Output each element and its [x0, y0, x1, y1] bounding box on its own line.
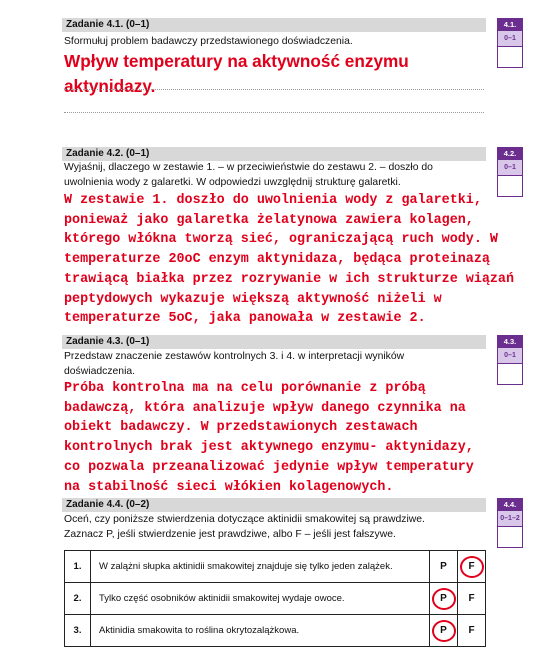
answer-line: Wpływ temperatury na aktywność enzymu	[64, 51, 409, 71]
answer-f-label: F	[468, 625, 475, 636]
task-4-3-header: Zadanie 4.3. (0–1)	[62, 335, 486, 349]
score-box-points: 0–1	[498, 348, 522, 364]
score-box-number: 4.2.	[498, 148, 522, 160]
answer-p-cell[interactable]	[430, 551, 458, 583]
answer-line: temperaturze 20oC enzym aktynidaza, będąca proteinazą	[64, 252, 490, 268]
score-box-points: 0–1–2	[498, 511, 522, 527]
statement-text: W zalążni słupka aktinidii smakowitej znajduje się tylko jeden zalążek.	[91, 551, 430, 583]
answer-f-label: F	[468, 561, 475, 572]
statement-number: 1.	[65, 551, 91, 583]
table-row	[65, 551, 486, 583]
answer-line: trawiącą białka przez rozrywanie w ich strukturze wiązań	[64, 271, 514, 287]
answer-f-cell[interactable]	[458, 551, 486, 583]
score-box-number: 4.3.	[498, 336, 522, 348]
answer-f-cell[interactable]	[458, 615, 486, 647]
task-4-2-instruction	[64, 160, 484, 190]
answer-p-cell[interactable]	[430, 615, 458, 647]
answer-line-dotted	[64, 112, 484, 113]
answer-p-label: P	[440, 561, 447, 572]
answer-p-cell[interactable]	[430, 583, 458, 615]
answer-line: którego włókna tworzą sieć, ograniczającą ruch wody. W	[64, 232, 498, 248]
task-4-1-answer	[64, 49, 409, 99]
statement-number: 3.	[65, 615, 91, 647]
answer-line: na stabilność sieci włókien kolagenowych.	[64, 479, 394, 495]
task-4-3-answer	[64, 379, 474, 497]
score-box-points: 0–1	[498, 31, 522, 47]
statement-text: Aktinidia smakowita to roślina okrytozalążkowa.	[91, 615, 430, 647]
answer-line: ponieważ jako galaretka żelatynowa zawiera kolagen,	[64, 212, 474, 228]
task-4-4-instruction	[64, 512, 484, 542]
score-box-points: 0–1	[498, 160, 522, 176]
score-box-4-4	[497, 498, 523, 548]
score-box-field	[498, 364, 522, 384]
score-box-4-1	[497, 18, 523, 68]
statement-text: Tylko część osobników aktinidii smakowitej wydaje owoce.	[91, 583, 430, 615]
statement-number: 2.	[65, 583, 91, 615]
score-box-number: 4.1.	[498, 19, 522, 31]
selection-circle	[460, 556, 484, 578]
task-4-2-answer	[64, 191, 514, 329]
instruction-line: uwolnienia wody z galaretki. W odpowiedzi uwzględnij strukturę galaretki.	[64, 177, 401, 188]
task-4-2-header: Zadanie 4.2. (0–1)	[62, 147, 486, 161]
task-4-4-header: Zadanie 4.4. (0–2)	[62, 498, 486, 512]
answer-line: co pozwala przeanalizować jedynie wpływ temperatury	[64, 459, 474, 475]
score-box-number: 4.4.	[498, 499, 522, 511]
true-false-table	[64, 550, 486, 647]
task-4-1-instruction: Sformułuj problem badawczy przedstawionego doświadczenia.	[64, 36, 353, 47]
answer-line: W zestawie 1. doszło do uwolnienia wody z galaretki,	[64, 193, 482, 208]
selection-circle	[432, 588, 456, 610]
answer-line: aktynidazy.	[64, 76, 156, 96]
answer-p-label: P	[440, 625, 447, 636]
answer-line: peptydowych wykazuje większą aktywność niżeli w	[64, 291, 442, 307]
answer-line: obiekt badawczy. W przedstawionych zestawach	[64, 420, 418, 436]
score-box-field	[498, 47, 522, 67]
answer-f-label: F	[468, 593, 475, 604]
answer-p-label: P	[440, 593, 447, 604]
task-4-3-instruction	[64, 349, 484, 379]
instruction-line: Przedstaw znaczenie zestawów kontrolnych 3. i 4. w interpretacji wyników	[64, 351, 405, 362]
table-row	[65, 615, 486, 647]
selection-circle	[432, 620, 456, 642]
instruction-line: Wyjaśnij, dlaczego w zestawie 1. – w przeciwieństwie do zestawu 2. – doszło do	[64, 162, 433, 173]
answer-line: Próba kontrolna ma na celu porównanie z próbą	[64, 381, 426, 396]
answer-f-cell[interactable]	[458, 583, 486, 615]
answer-line-dotted	[64, 89, 484, 90]
score-box-4-2	[497, 147, 523, 197]
instruction-line: doświadczenia.	[64, 366, 136, 377]
table-row	[65, 583, 486, 615]
instruction-line: Zaznacz P, jeśli stwierdzenie jest prawdziwe, albo F – jeśli jest fałszywe.	[64, 529, 396, 540]
score-box-field	[498, 176, 522, 196]
answer-line: kontrolnych brak jest aktywnego enzymu- aktynidazy,	[64, 440, 474, 456]
instruction-line: Oceń, czy poniższe stwierdzenia dotyczące aktinidii smakowitej są prawdziwe.	[64, 514, 425, 525]
answer-line: temperaturze 5oC, jaka panowała w zestawie 2.	[64, 311, 426, 327]
score-box-field	[498, 527, 522, 547]
task-4-1-header: Zadanie 4.1. (0–1)	[62, 18, 486, 32]
answer-line: badawczą, która analizuje wpływ danego czynnika na	[64, 400, 466, 416]
score-box-4-3	[497, 335, 523, 385]
